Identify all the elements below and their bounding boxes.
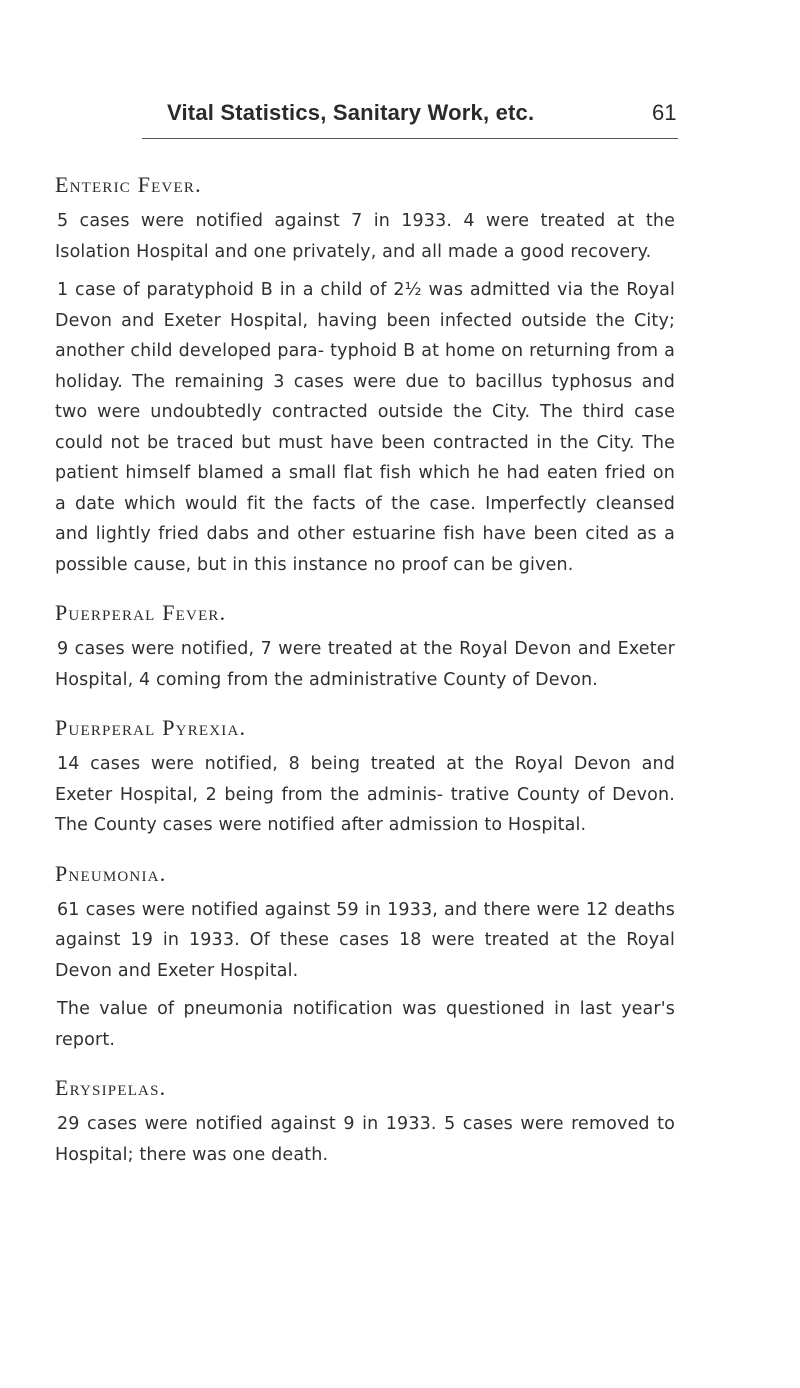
paragraph: 14 cases were notified, 8 being treated at the Royal Devon and Exeter Hospital, 2 being from the adminis- trative County of Devon. The County cases were notified after admission to Hospital.	[55, 754, 675, 835]
page-body	[55, 170, 675, 1178]
page-number: 61	[652, 100, 677, 125]
section-heading: Enteric Fever.	[55, 172, 202, 197]
page-header	[0, 100, 800, 144]
section-puerperal-pyrexia	[55, 713, 675, 841]
section-heading: Puerperal Fever.	[55, 600, 227, 625]
header-rule	[142, 138, 678, 139]
paragraph: 9 cases were notified, 7 were treated at the Royal Devon and Exeter Hospital, 4 coming from the administrative County of Devon.	[55, 639, 675, 690]
section-heading: Erysipelas.	[55, 1075, 167, 1100]
paragraph: 5 cases were notified against 7 in 1933. 4 were treated at the Isolation Hospital and one privately, and all made a good recovery.	[55, 211, 675, 262]
running-title: Vital Statistics, Sanitary Work, etc.	[167, 100, 535, 125]
section-heading: Puerperal Pyrexia.	[55, 715, 247, 740]
section-puerperal-fever	[55, 598, 675, 695]
section-pneumonia	[55, 859, 675, 1056]
section-heading: Pneumonia.	[55, 860, 167, 886]
section-erysipelas	[55, 1073, 675, 1170]
paragraph: 1 case of paratyphoid B in a child of 2½ was admitted via the Royal Devon and Exeter Hospital, having been infected outside the City; another child developed para- typhoid B at home on returning from a holiday. The remaining 3 cases were due to bacillus typhosus and two were undoubtedly contracted outside the City. The third case could not be traced but must have been contracted in the City. The patient himself blamed a small flat fish which he had eaten fried on a date which would fit the facts of the case. Imperfectly cleansed and lightly fried dabs and other estuarine fish have been cited as a possible cause, but in this instance no proof can be given.	[55, 280, 675, 575]
paragraph: The value of pneumonia notification was questioned in last year's report.	[55, 999, 675, 1050]
paragraph: 29 cases were notified against 9 in 1933. 5 cases were removed to Hospital; there was one death.	[55, 1114, 675, 1165]
section-enteric-fever	[55, 170, 675, 580]
paragraph: 61 cases were notified against 59 in 1933, and there were 12 deaths against 19 in 1933. Of these cases 18 were treated at the Royal Devon and Exeter Hospital.	[55, 899, 675, 981]
